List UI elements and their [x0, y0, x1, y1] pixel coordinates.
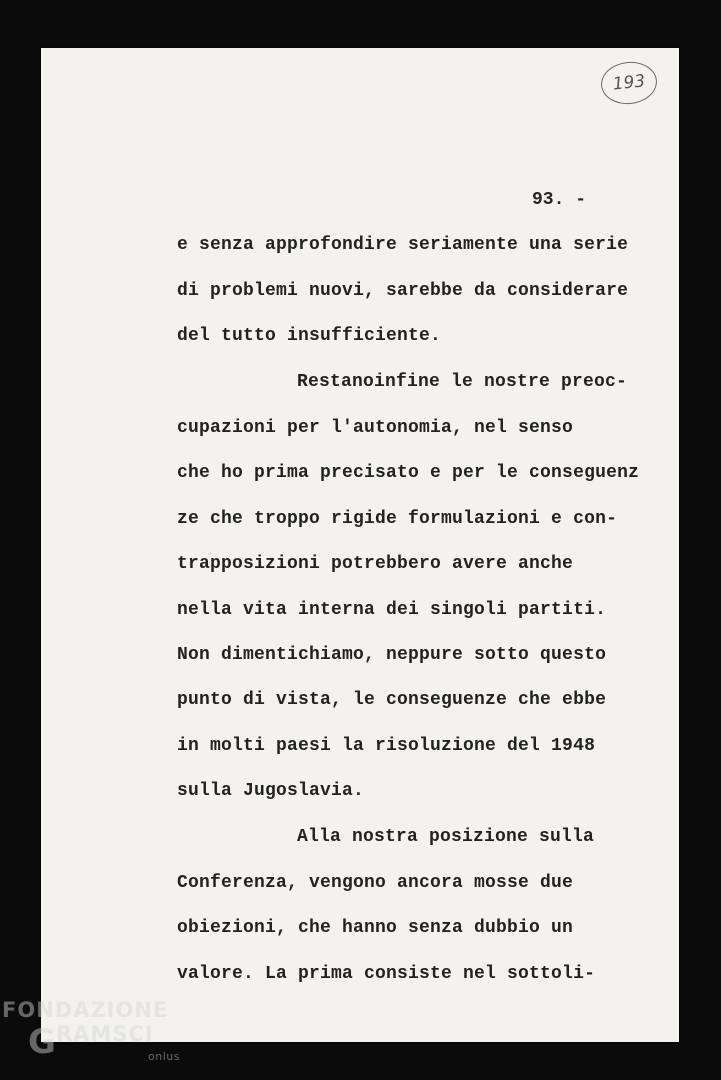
text-line: Conferenza, vengono ancora mosse due	[177, 873, 574, 893]
text-line: Non dimentichiamo, neppure sotto questo	[177, 645, 607, 665]
text-line: Restanoinfine le nostre preoc-	[297, 372, 628, 392]
watermark-suffix: onlus	[148, 1050, 180, 1063]
text-line: che ho prima precisato e per le conseguenz	[177, 463, 640, 483]
text-line: sulla Jugoslavia.	[177, 781, 365, 801]
archive-stamp-number: 193	[599, 59, 659, 107]
text-line: Alla nostra posizione sulla	[297, 827, 595, 847]
text-line: e senza approfondire seriamente una serie	[177, 235, 629, 255]
watermark-line-1: FONDAZIONE	[2, 998, 169, 1022]
text-line: nella vita interna dei singoli partiti.	[177, 600, 607, 620]
text-line: ze che troppo rigide formulazioni e con-	[177, 509, 618, 529]
watermark-g-logo-icon: G	[28, 1022, 57, 1062]
text-line: punto di vista, le conseguenze che ebbe	[177, 690, 607, 710]
watermark-line-2: RAMSCI	[56, 1022, 154, 1046]
page-number: 93. -	[532, 190, 587, 210]
text-line: del tutto insufficiente.	[177, 326, 442, 346]
text-line: in molti paesi la risoluzione del 1948	[177, 736, 596, 756]
text-line: valore. La prima consiste nel sottoli-	[177, 964, 596, 984]
text-line: trapposizioni potrebbero avere anche	[177, 554, 574, 574]
text-line: obiezioni, che hanno senza dubbio un	[177, 918, 574, 938]
text-line: di problemi nuovi, sarebbe da considerare	[177, 281, 629, 301]
text-line: cupazioni per l'autonomia, nel senso	[177, 418, 574, 438]
